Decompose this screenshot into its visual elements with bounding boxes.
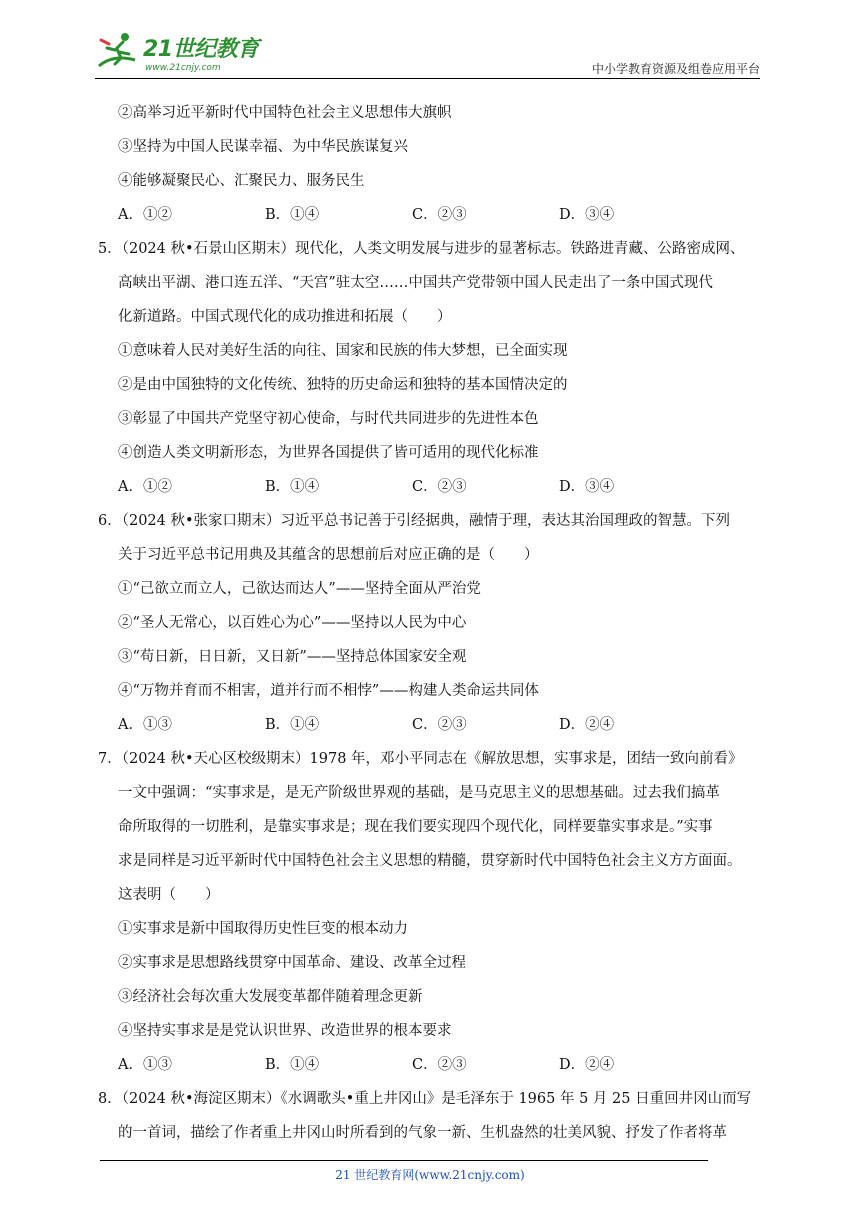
answer-choice: D．②④: [559, 1057, 615, 1073]
statement-option: ③坚持为中国人民谋幸福、为中华民族谋复兴: [118, 139, 408, 155]
page-header: [95, 30, 760, 80]
question-content: [100, 96, 766, 1150]
answer-choice: B．①④: [265, 717, 320, 733]
answer-choices: [100, 1048, 766, 1082]
question-stem: 8．（2024 秋•海淀区期末）《水调歌头•重上井冈山》是毛泽东于 1965 年 5 月 25 日重回井冈山而写: [98, 1091, 752, 1107]
statement-option: ④能够凝聚民心、汇聚民力、服务民生: [118, 173, 365, 189]
statement-option: ①实事求是新中国取得历史性巨变的根本动力: [118, 921, 408, 937]
question-stem-continued: 这表明（ ）: [118, 887, 220, 903]
header-divider: [95, 78, 760, 79]
answer-choice: A．①②: [118, 207, 172, 223]
logo-url: www.21cnjy.com: [145, 63, 221, 73]
statement-option: ②是由中国独特的文化传统、独特的历史命运和独特的基本国情决定的: [118, 377, 568, 393]
logo-text: 21世纪教育: [143, 37, 259, 62]
statement-option: ③经济社会每次重大发展变革都伴随着理念更新: [118, 989, 423, 1005]
answer-choice: A．①③: [118, 717, 172, 733]
question-stem-continued: 化新道路。中国式现代化的成功推进和拓展（ ）: [118, 309, 452, 325]
answer-choices: [100, 470, 766, 504]
runner-icon: [95, 30, 143, 70]
answer-choice: D．②④: [559, 717, 615, 733]
answer-choice: B．①④: [265, 1057, 320, 1073]
question-stem-continued: 关于习近平总书记用典及其蕴含的思想前后对应正确的是（ ）: [118, 547, 539, 563]
statement-option: ③“苟日新，日日新，又日新”——坚持总体国家安全观: [118, 649, 467, 665]
answer-choice: C．②③: [412, 717, 467, 733]
statement-option: ②实事求是思想路线贯穿中国革命、建设、改革全过程: [118, 955, 466, 971]
footer-divider: [100, 1160, 708, 1161]
answer-choice: A．①②: [118, 479, 172, 495]
statement-option: ④坚持实事求是是党认识世界、改造世界的根本要求: [118, 1023, 452, 1039]
footer-source: 21 世纪教育网(www.21cnjy.com): [335, 1168, 525, 1182]
question-stem-continued: 高峡出平湖、港口连五洋、“天宫”驻太空……中国共产党带领中国人民走出了一条中国式现代: [118, 275, 713, 291]
statement-option: ④创造人类文明新形态，为世界各国提供了皆可适用的现代化标准: [118, 445, 539, 461]
answer-choice: D．③④: [559, 479, 615, 495]
question-stem-continued: 的一首词，描绘了作者重上井冈山时所看到的气象一新、生机盎然的壮美风貌、抒发了作者将革: [118, 1125, 727, 1141]
question-stem-continued: 命所取得的一切胜利，是靠实事求是；现在我们要实现四个现代化，同样要靠实事求是。”实事: [118, 819, 713, 835]
answer-choice: A．①③: [118, 1057, 172, 1073]
question-stem: 7．（2024 秋•天心区校级期末）1978 年，邓小平同志在《解放思想，实事求是，团结一致向前看》: [98, 751, 743, 767]
answer-choice: C．②③: [412, 1057, 467, 1073]
answer-choices: [100, 198, 766, 232]
statement-option: ①“己欲立而立人，己欲达而达人”——坚持全面从严治党: [118, 581, 481, 597]
platform-label: 中小学教育资源及组卷应用平台: [591, 62, 760, 76]
answer-choice: C．②③: [412, 479, 467, 495]
statement-option: ③彰显了中国共产党坚守初心使命，与时代共同进步的先进性本色: [118, 411, 539, 427]
answer-choice: D．③④: [559, 207, 615, 223]
statement-option: ②“圣人无常心，以百姓心为心”——坚持以人民为中心: [118, 615, 467, 631]
statement-option: ④“万物并育而不相害，道并行而不相悖”——构建人类命运共同体: [118, 683, 539, 699]
statement-option: ②高举习近平新时代中国特色社会主义思想伟大旗帜: [118, 105, 452, 121]
answer-choice: B．①④: [265, 479, 320, 495]
answer-choice: C．②③: [412, 207, 467, 223]
question-stem: 6．（2024 秋•张家口期末）习近平总书记善于引经据典，融情于理，表达其治国理政的智慧。下列: [98, 513, 731, 529]
question-stem-continued: 一文中强调：“实事求是，是无产阶级世界观的基础，是马克思主义的思想基础。过去我们搞革: [118, 785, 720, 801]
statement-option: ①意味着人民对美好生活的向往、国家和民族的伟大梦想，已全面实现: [118, 343, 568, 359]
answer-choices: [100, 708, 766, 742]
question-stem: 5．（2024 秋•石景山区期末）现代化，人类文明发展与进步的显著标志。铁路进青藏、公路密成网、: [98, 241, 745, 257]
answer-choice: B．①④: [265, 207, 320, 223]
site-logo: [95, 30, 275, 78]
question-stem-continued: 求是同样是习近平新时代中国特色社会主义思想的精髓，贯穿新时代中国特色社会主义方方面面。: [118, 853, 742, 869]
